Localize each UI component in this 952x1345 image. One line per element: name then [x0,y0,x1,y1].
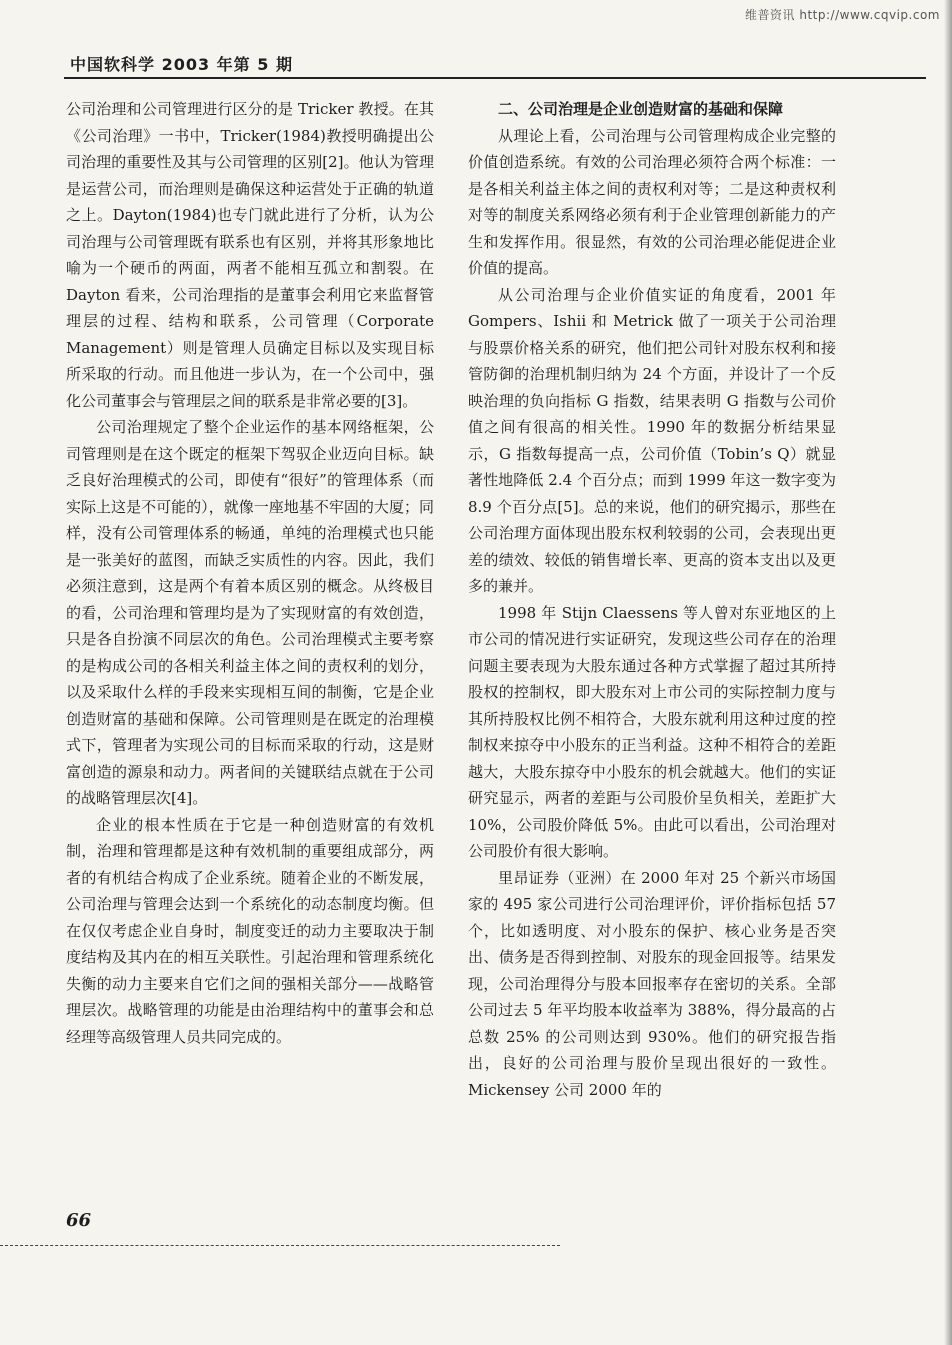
body-paragraph: 里昂证券（亚洲）在 2000 年对 25 个新兴市场国家的 495 家公司进行公司治理评价，评价指标包括 57 个，比如透明度、对小股东的保护、核心业务是否突出、债务是否得到控制、对股东的现金回报等。结果发现，公司治理得分与股本回报率存在密切的关系。全部公司过去 5 年平均股本收益率为 388%，得分最高的占总数 25% 的公司则达到 930%。他们的研究报告指出，良好的公司治理与股价呈现出很好的一致性。Mickensey 公司 2000 年的 [468,868,836,1099]
body-paragraph: 从理论上看，公司治理与公司管理构成企业完整的价值创造系统。有效的公司治理必须符合两个标准：一是各相关利益主体之间的责权利对等；二是这种责权利对等的制度关系网络必须有利于企业管理创新能力的产生和发挥作用。很显然，有效的公司治理必能促进企业价值的提高。 [468,126,836,277]
header-rule [64,77,926,79]
body-paragraph: 公司治理和公司管理进行区分的是 Tricker 教授。在其《公司治理》一书中，Tricker(1984)教授明确提出公司治理的重要性及其与公司管理的区别[2]。他认为管理是运营公司，而治理则是确保这种运营处于正确的轨道之上。Dayton(1984)也专门就此进行了分析，认为公司治理与公司管理既有联系也有区别，并将其形象地比喻为一个硬币的两面，两者不能相互孤立和割裂。在 Dayton 看来，公司治理指的是董事会利用它来监督管理层的过程、结构和联系，公司管理（Corporate Management）则是管理人员确定目标以及实现目标所采取的行动。而且他进一步认为，在一个公司中，强化公司董事会与管理层之间的联系是非常必要的[3]。 [66,100,434,410]
body-paragraph: 从公司治理与企业价值实证的角度看，2001 年 Gompers、Ishii 和 Metrick 做了一项关于公司治理与股票价格关系的研究，他们把公司针对股东权利和接管防御的治理机制归纳为 24 个方面，并设计了一个反映治理的负向指标 G 指数，结果表明 G 指数与公司价值之间有很高的相关性。1990 年的数据分析结果显示，G 指数每提高一点，公司价值（Tobin’s Q）就显著性地降低 2.4 个百分点；而到 1999 年这一数字变为 8.9 个百分点[5]。总的来说，他们的研究揭示，那些在公司治理方面体现出股东权利较弱的公司，会表现出更差的绩效、较低的销售增长率、更高的资本支出以及更多的兼并。 [468,285,836,595]
body-paragraph: 1998 年 Stijn Claessens 等人曾对东亚地区的上市公司的情况进行实证研究，发现这些公司存在的治理问题主要表现为大股东通过各种方式掌握了超过其所持股权的控制权，即大股东对上市公司的实际控制力度与其所持股权比例不相符合，大股东就利用这种过度的控制权来掠夺中小股东的正当利益。这种不相符合的差距越大，大股东掠夺中小股东的机会就越大。他们的实证研究显示，两者的差距与公司股价呈负相关，差距扩大 10%，公司股价降低 5%。由此可以看出，公司治理对公司股价有很大影响。 [468,603,836,860]
watermark-text: 维普资讯 http://www.cqvip.com [745,8,940,22]
page-number: 66 [66,1210,92,1231]
left-column [66,96,434,1050]
body-paragraph: 公司治理规定了整个企业运作的基本网络框架，公司管理则是在这个既定的框架下驾驭企业迈向目标。缺乏良好治理模式的公司，即使有“很好”的管理体系（而实际上这是不可能的），就像一座地基不牢固的大厦；同样，没有公司管理体系的畅通，单纯的治理模式也只能是一张美好的蓝图，而缺乏实质性的内容。因此，我们必须注意到，这是两个有着本质区别的概念。从终极目的看，公司治理和管理均是为了实现财富的有效创造，只是各自扮演不同层次的角色。公司治理模式主要考察的是构成公司的各相关利益主体之间的责权利的划分，以及采取什么样的手段来实现相互间的制衡，它是企业创造财富的基础和保障。公司管理则是在既定的治理模式下，管理者为实现公司的目标而采取的行动，这是财富创造的源泉和动力。两者间的关键联结点就在于公司的战略管理层次[4]。 [66,418,434,807]
body-paragraph: 企业的根本性质在于它是一种创造财富的有效机制，治理和管理都是这种有效机制的重要组成部分，两者的有机结合构成了企业系统。随着企业的不断发展，公司治理与管理会达到一个系统化的动态制度均衡。但在仅仅考虑企业自身时，制度变迁的动力主要取决于制度结构及其内在的相互关联性。引起治理和管理系统化失衡的动力主要来自它们之间的强相关部分——战略管理层次。战略管理的功能是由治理结构中的董事会和总经理等高级管理人员共同完成的。 [66,815,434,1046]
running-head: 中国软科学 2003 年第 5 期 [70,55,293,74]
section-heading: 二、公司治理是企业创造财富的基础和保障 [498,100,784,118]
bottom-divider [0,1245,560,1246]
right-column [468,96,836,1103]
scan-edge-shadow [944,0,952,1345]
